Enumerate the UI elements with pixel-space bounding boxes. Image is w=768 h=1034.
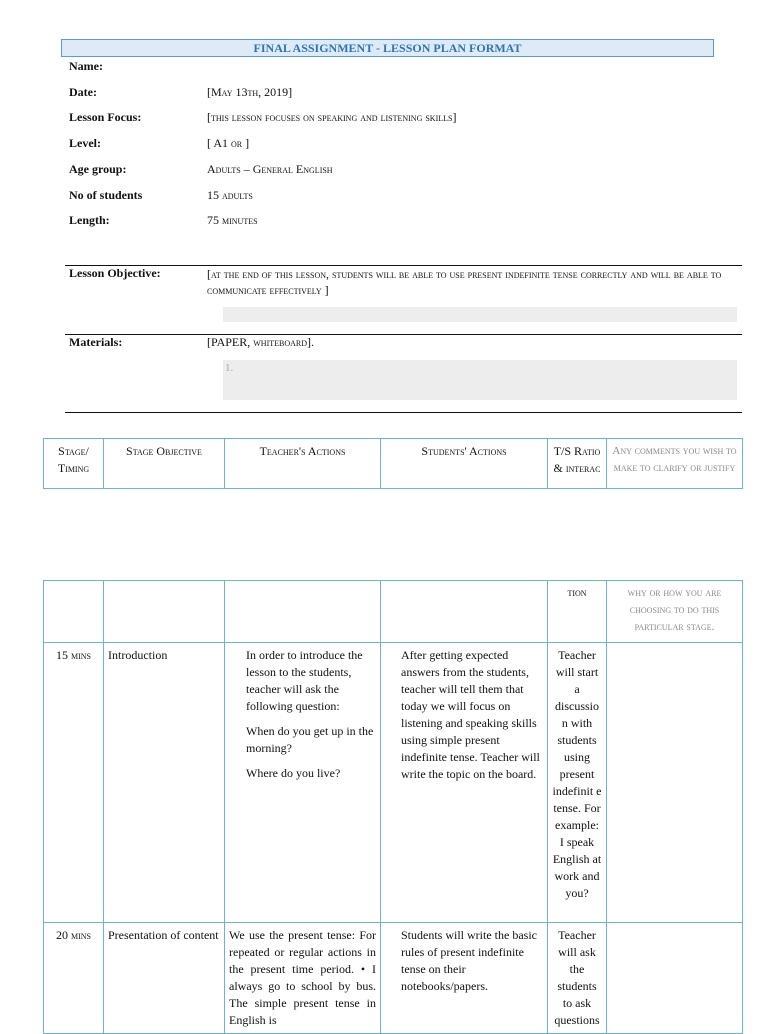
lesson-focus-value: [this lesson focuses on speaking and listening skills]	[207, 110, 457, 124]
level-value: [ A1 or ]	[207, 136, 250, 150]
plan-table	[43, 580, 743, 1034]
students-count-label: No of students	[69, 188, 143, 202]
lesson-focus-label: Lesson Focus:	[69, 110, 142, 124]
teacher-question: Where do you live?	[246, 766, 341, 780]
date-value: [May 13th, 2019]	[207, 85, 293, 99]
objective-text-field	[223, 307, 737, 322]
row-timing: 15 mins	[44, 643, 104, 923]
table-cell	[225, 581, 381, 643]
header-objective: Stage Objective	[104, 439, 225, 489]
row-objective: Introduction	[104, 643, 225, 923]
document-title: FINAL ASSIGNMENT - LESSON PLAN FORMAT	[61, 39, 714, 57]
row-student-actions: Students will write the basic rules of present indefinite tense on their notebooks/papers.	[381, 923, 548, 1034]
teacher-question: When do you get up in the morning?	[246, 724, 374, 755]
row-student-actions: After getting expected answers from the students, teacher will tell them that today we will focus on listening and speaking skills using simple present indefinite tense. Teacher will write the topic on the board.	[381, 643, 548, 923]
row-comments	[607, 643, 743, 923]
divider	[65, 412, 742, 413]
name-label: Name:	[69, 59, 103, 73]
header-teacher: Teacher's Actions	[225, 439, 381, 489]
age-group-label: Age group:	[69, 162, 127, 176]
students-count-value: 15 adults	[207, 188, 253, 202]
table-row	[44, 643, 743, 923]
table-cell	[104, 581, 225, 643]
row-ratio: Teacher will ask the students to ask questions	[548, 923, 607, 1034]
materials-list-field	[223, 360, 737, 400]
list-number: 1.	[225, 362, 234, 374]
table-row	[44, 923, 743, 1034]
divider	[65, 334, 742, 335]
table-cell	[381, 581, 548, 643]
materials-label: Materials:	[69, 335, 123, 349]
row-comments	[607, 923, 743, 1034]
header-comments-continued: why or how you are choosing to do this particular stage.	[607, 581, 743, 643]
level-label: Level:	[69, 136, 101, 150]
table-cell	[44, 581, 104, 643]
length-label: Length:	[69, 213, 110, 227]
materials-text: [PAPER, whiteboard].	[207, 335, 315, 349]
lesson-objective-text: [at the end of this lesson, students will be able to use present indefinite tense correctly and will be able to communicate effectively ]	[207, 267, 722, 297]
header-comments: Any comments you wish to make to clarify or justify	[607, 439, 743, 489]
header-students: Students' Actions	[381, 439, 548, 489]
length-value: 75 minutes	[207, 213, 258, 227]
header-ratio: T/S Ratio & interac	[548, 439, 607, 489]
plan-table-header	[43, 438, 743, 489]
header-continuation-row	[44, 581, 743, 643]
row-teacher-actions	[225, 643, 381, 923]
teacher-paragraph: In order to introduce the lesson to the students, teacher will ask the following question:	[246, 648, 363, 713]
row-teacher-actions: We use the present tense: For repeated or regular actions in the present time period. • I always go to school by bus. The simple present tense in English is	[225, 923, 381, 1034]
date-label: Date:	[69, 85, 97, 99]
row-objective: Presentation of content	[104, 923, 225, 1034]
header-ratio-continued: tion	[548, 581, 607, 643]
row-timing: 20 mins	[44, 923, 104, 1034]
age-group-value: Adults – General English	[207, 162, 333, 176]
lesson-objective-label: Lesson Objective:	[69, 266, 161, 280]
header-stage: Stage/ Timing	[44, 439, 104, 489]
row-ratio: Teacher will start a discussio n with students using present indefinit e tense. For example: I speak English at work and you?	[548, 643, 607, 923]
